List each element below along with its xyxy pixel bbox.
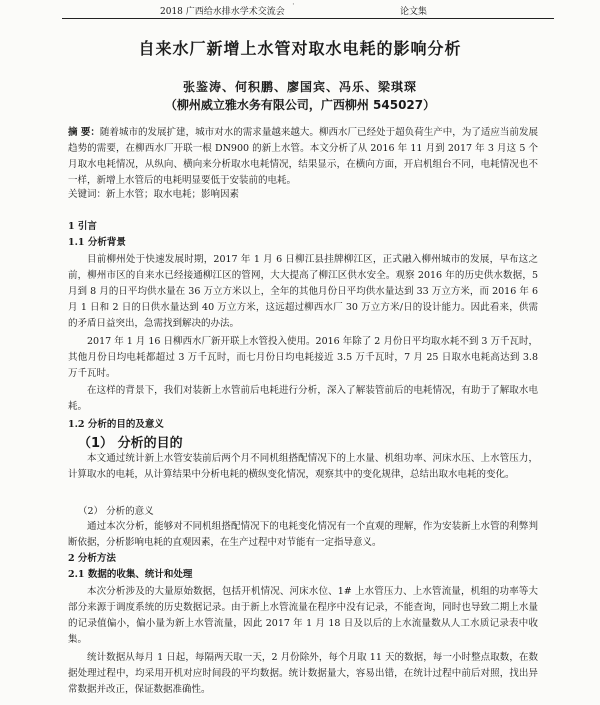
header-proceedings: 论文集 (400, 7, 428, 17)
affiliation: （柳州威立雅水务有限公司，广西柳州 545027） (164, 98, 436, 112)
keywords-label: 关键词： (68, 189, 107, 200)
header-conference: 2018 广西给水排水学术交流会 (160, 7, 285, 17)
header-mark: · (292, 0, 295, 10)
abstract-label: 摘 要： (68, 127, 100, 138)
section-heading-data: 2.1 数据的收集、统计和处理 (68, 569, 193, 580)
section-heading-method: 2 分析方法 (68, 553, 116, 564)
section-heading-background: 1.1 分析背景 (68, 237, 126, 248)
abstract (68, 125, 538, 189)
paragraph-background-3: 在这样的背景下，我们对装新上水管前后电耗进行分析，深入了解装管前后的电耗情况，有助于了解取水电耗。 (68, 385, 538, 412)
paragraph-background-1: 目前柳州处于快速发展时期，2017 年 1 月 6 日柳江县挂牌柳江区，正式融入柳州城市的发展，早布这之前，柳州市区的自来水已经接通柳江区的管网，大大提高了柳江区供水安全。观察 2016 年的历史供水数据，5 月到 8 月的日平均供水量在 36 万立方米以上，全年的其他月份日平均供水量达到 33 万立方米，而 2016 年 6 月 1 日和 2 日的日供水量达到 40 万立方米，这远超过柳西水厂 30 万立方米/日的设计能力。因此看来，供需的矛盾日益突出，急需找到解决的办法。 (68, 254, 538, 329)
section-heading-intro: 1 引言 (68, 221, 97, 232)
section-heading-purpose: 1.2 分析的目的及意义 (68, 419, 164, 430)
paper-title: 自来水厂新增上水管对取水电耗的影响分析 (138, 39, 462, 58)
page-header (0, 0, 600, 20)
paragraph-purpose: 本文通过统计新上水管安装前后两个月不同机组搭配情况下的上水量、机组功率、河床水压、上水管压力，计算取水的电耗，从计算结果中分析电耗的横纵变化情况，观察其中的变化规律，总结出取水电耗的变化。 (68, 453, 538, 480)
authors: 张鉴涛、何积鹏、廖国宾、冯乐、梁琪琛 (182, 80, 417, 94)
subheading-purpose: （1） 分析的目的 (78, 436, 183, 451)
keywords (68, 187, 538, 203)
abstract-text: 随着城市的发展扩建，城市对水的需求量越来越大。柳西水厂已经处于超负荷生产中，为了适应当前发展趋势的需要，在柳西水厂开联一根 DN900 的新上水管。本文分析了从 2016 年 11 月到 2017 年 3 月这 5 个月取水电耗情况，从纵向、横向来分析取水电耗情况，结果显示，在横向方面，开启机组台不同，电耗情况也不一样，新增上水管后的电耗明显要低于安装前的电耗。 (68, 127, 538, 186)
paragraph-background-2: 2017 年 1 月 16 日柳西水厂新开联上水管投入使用。2016 年除了 2 月份日平均取水耗不到 3 万千瓦时，其他月份日均电耗都超过 3 万千瓦时，而七月份日均电耗接近 3.5 万千瓦时，7 月 25 日取水电耗高达到 3.8 万千瓦时。 (68, 336, 538, 379)
header-rule (62, 18, 554, 19)
subheading-significance: （2） 分析的意义 (78, 506, 154, 517)
paragraph-data-1: 本次分析涉及的大量原始数据，包括开机情况、河床水位、1# 上水管压力、上水管流量，机组的功率等大部分来源于调度系统的历史数据记录。由于新上水管流量在程序中没有记录，不能查询，同时也导致二期上水量的记录值偏小，偏小量为新上水管流量，因此 2017 年 1 月 18 日及以后的上水流量数从人工水质记录表中收集。 (68, 586, 538, 645)
paragraph-data-2: 统计数据从每月 1 日起，每隔两天取一天，2 月份除外，每个月取 11 天的数据，每一小时整点取数，在数据处理过程中，均采用开机对应时间段的平均数据。统计数据量大，容易出错，在统计过程中前后对照，找出异常数据并改正，保证数据准确性。 (68, 652, 538, 695)
paragraph-significance: 通过本次分析，能够对不同机组搭配情况下的电耗变化情况有一个直观的理解，作为安装新上水管的利弊判断依据，分析影响电耗的直观因素，在生产过程中对节能有一定指导意义。 (68, 521, 538, 548)
keywords-text: 新上水管；取水电耗；影响因素 (106, 189, 240, 200)
